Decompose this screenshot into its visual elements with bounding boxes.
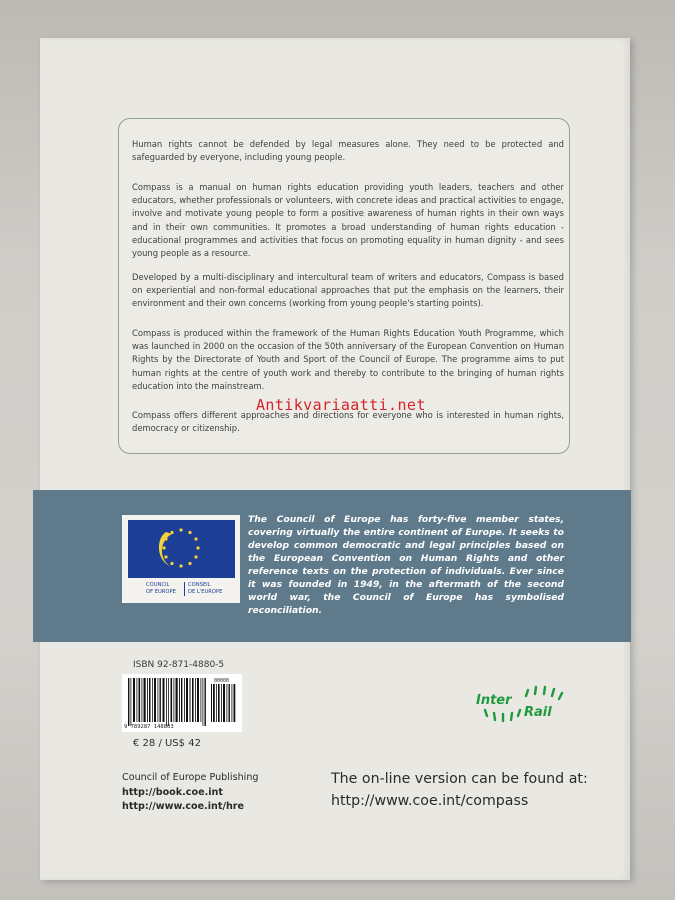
logo-divider (184, 582, 185, 596)
intro-paragraph-3: Developed by a multi-disciplinary and intercultural team of writers and educators, Compass is based on experiential and non-formal educational approaches that put the emphasis on the learners, their environment and their own concerns (working from young people's starting points). (132, 272, 564, 309)
intro-paragraph-2: Compass is a manual on human rights education providing youth leaders, teachers and other educators, whether professionals or volunteers, with concrete ideas and practical activities to engage, involve and motivate young people to form a positive awareness of human rights in their own ways and in their own communities. It promotes a broad understanding of human rights education - educational programmes and activities that focus on promoting equality in human dignity - and sees young people as a resource. (132, 182, 564, 259)
logo-caption-fr: CONSEIL DE L'EUROPE (188, 582, 223, 595)
publisher-block (122, 771, 259, 815)
logo-caption-en: COUNCIL OF EUROPE (146, 582, 176, 595)
intro-paragraph-4: Compass is produced within the framework of the Human Rights Education Youth Programme, which was launched in 2000 on the occasion of the 50th anniversary of the European Convention on Human Rights by the Directorate of Youth and Sport of the Council of Europe. The programme aims to put human rights at the centre of youth work and thereby to contribute to the bringing of human rights education into the mainstream. (132, 328, 564, 391)
publisher-url-book: http://book.coe.int (122, 786, 223, 798)
svg-text:Inter: Inter (476, 693, 512, 708)
barcode-digits: 9 789287 148803 (124, 724, 174, 730)
online-url: http://www.coe.int/compass (331, 793, 529, 809)
online-version-note (331, 768, 588, 812)
svg-text:00000: 00000 (214, 678, 230, 684)
intro-paragraph-1: Human rights cannot be defended by legal measures alone. They need to be protected and safeguarded by everyone, including young people. (132, 139, 564, 163)
svg-text:Rail: Rail (524, 705, 552, 720)
council-statement: The Council of Europe has forty-five member states, covering virtually the entire continent of Europe. It seeks to develop common democratic and legal principles based on the European Convention on Human Rights and other reference texts on the protection of individuals. Ever since it was founded in 1949, in the aftermath of the second world war, the Council of Europe has symbolised reconciliation. (248, 514, 564, 616)
publisher-name: Council of Europe Publishing (122, 772, 259, 783)
interrail-logo (470, 680, 570, 730)
isbn: ISBN 92-871-4880-5 (133, 660, 225, 670)
watermark-text: Antikvariaatti.net (256, 396, 426, 414)
eu-flag-icon (128, 520, 235, 578)
online-line-1: The on-line version can be found at: (331, 771, 588, 787)
price: € 28 / US$ 42 (133, 738, 201, 749)
publisher-url-hre: http://www.coe.int/hre (122, 801, 245, 812)
intro-paragraph-5: Compass offers different approaches and directions for everyone who is interested in human rights, democracy or citizenship. (132, 410, 564, 434)
